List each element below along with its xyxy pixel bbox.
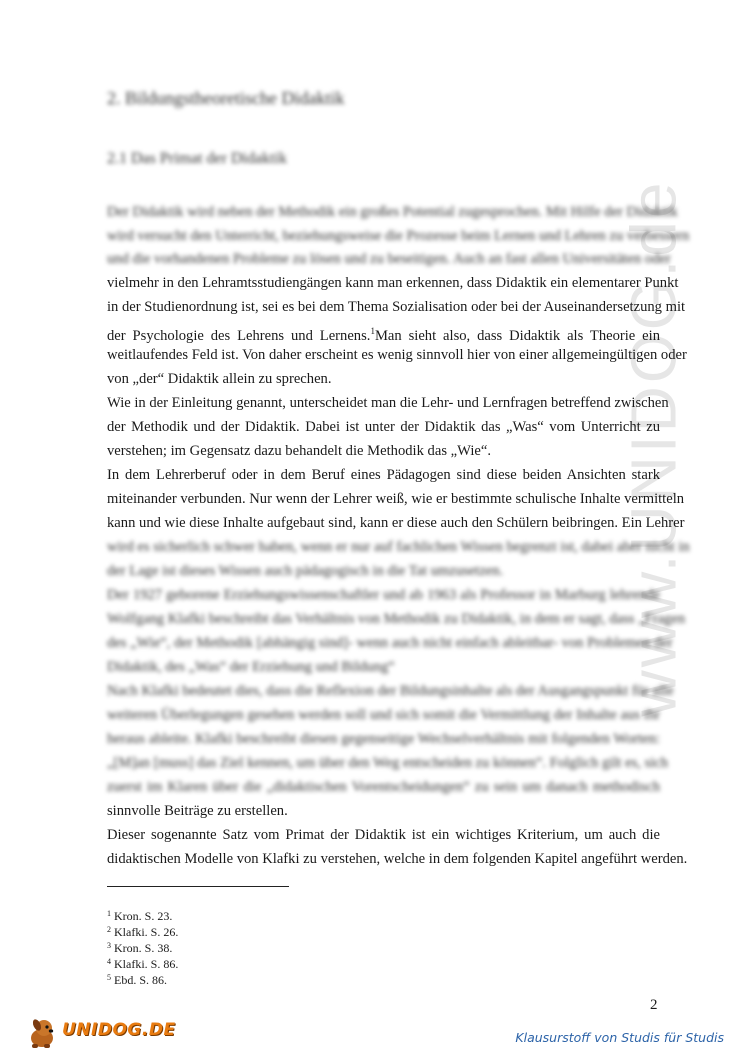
- text-fragment: der Psychologie des Lehrens und Lernens.: [107, 327, 371, 344]
- footnote-number: 4: [107, 957, 111, 966]
- section-heading: 2.1 Das Primat der Didaktik: [107, 150, 287, 167]
- footnote-text: Ebd. S. 86.: [114, 973, 168, 987]
- text-line: Nach Klafki bedeutet dies, dass die Reflexion der Bildungsinhalte als der Ausgangspunkt für alle: [107, 683, 674, 699]
- text-line: weiteren Überlegungen gesehen werden soll und sich somit die Vermittlung der Inhalte aus ihr: [107, 707, 660, 723]
- text-line: In dem Lehrerberuf oder in dem Beruf eines Pädagogen sind diese beiden Ansichten stark: [107, 467, 660, 483]
- footnote-text: Klafki. S. 26.: [114, 925, 179, 939]
- text-line: weitlaufendes Feld ist. Von daher erscheint es wenig sinnvoll hier von einer allgemeingültigen oder: [107, 347, 687, 363]
- text-line: verstehen; im Gegensatz dazu behandelt die Methodik das „Wie“.: [107, 443, 491, 459]
- text-line: des „Wie“, der Methodik [abhängig sind]- wenn auch nicht einfach ableitbar- von Problemen der: [107, 635, 673, 651]
- text-line: zuerst im Klaren über die „didaktischen Vorentscheidungen“ zu sein um danach methodisch: [107, 779, 660, 795]
- text-fragment: Man sieht also, dass Didaktik als Theorie ein: [374, 327, 660, 344]
- text-line: wird es sicherlich schwer haben, wenn er nur auf fachlichen Wissen begrenzt ist, dabei aber nicht in: [107, 539, 690, 555]
- unidog-logo[interactable]: [24, 1016, 174, 1050]
- text-line: miteinander verbunden. Nur wenn der Lehrer weiß, wie er bestimmte schulische Inhalte vermitteln: [107, 491, 685, 507]
- text-line: Wie in der Einleitung genannt, unterscheidet man die Lehr- und Lernfragen betreffend zwischen: [107, 395, 669, 411]
- text-line: didaktischen Modelle von Klafki zu verstehen, welche in dem folgenden Kapitel angeführt werden.: [107, 851, 688, 867]
- footer-tagline: Klausurstoff von Studis für Studis: [515, 1030, 724, 1045]
- text-line: der Lage ist dieses Wissen auch pädagogisch in die Tat umzusetzen.: [107, 563, 504, 579]
- text-line: heraus ableite. Klafki beschreibt diesen gegenseitige Wechselverhältnis mit folgenden Worten:: [107, 731, 660, 747]
- text-line: kann und wie diese Inhalte aufgebaut sind, kann er diese auch den Schülern beibringen. Ein Lehrer: [107, 515, 685, 531]
- text-line: Wolfgang Klafki beschreibt das Verhältnis von Methodik zu Didaktik, in dem er sagt, dass „Fragen: [107, 611, 686, 627]
- text-line: Dieser sogenannte Satz vom Primat der Didaktik ist ein wichtiges Kriterium, um auch die: [107, 827, 660, 843]
- text-line: Der Didaktik wird neben der Methodik ein großes Potential zugesprochen. Mit Hilfe der Didaktik: [107, 204, 678, 220]
- chapter-heading: 2. Bildungstheoretische Didaktik: [107, 88, 345, 108]
- text-line: und die vorhandenen Probleme zu lösen und zu beseitigen. Auch an fast allen Universitäten oder: [107, 251, 671, 267]
- footnote-divider: [107, 886, 289, 887]
- text-line: von „der“ Didaktik allein zu sprechen.: [107, 371, 332, 387]
- logo-text: UNIDOG.DE: [62, 1020, 176, 1040]
- text-line: „[M]an [muss] das Ziel kennen, um über den Weg entscheiden zu können“. Folglich gilt es, sich: [107, 755, 669, 771]
- footnote-number: 3: [107, 941, 111, 950]
- text-line: der Methodik und der Didaktik. Dabei ist unter der Didaktik das „Was“ vom Unterricht zu: [107, 419, 660, 435]
- footnote-marker: 1: [370, 326, 375, 336]
- watermark-text: www.UNIDOG.de: [617, 179, 689, 717]
- text-line: in der Studienordnung ist, sei es bei dem Thema Sozialisation oder bei der Auseinandersetzung mit: [107, 299, 686, 315]
- text-line: wird versucht den Unterricht, beziehungsweise die Prozesse beim Lernen und Lehren zu verbessern: [107, 228, 690, 244]
- footnote-text: Kron. S. 23.: [114, 909, 173, 923]
- page-number: 2: [650, 997, 658, 1013]
- dog-mascot-icon: [24, 1016, 62, 1050]
- footnote-item: [107, 970, 167, 988]
- footnote-number: 1: [107, 909, 111, 918]
- footnote-text: Kron. S. 38.: [114, 941, 173, 955]
- text-line: Der 1927 geborene Erziehungswissenschaftler und ab 1963 als Professor in Marburg lehrende: [107, 587, 660, 603]
- footnote-number: 5: [107, 973, 111, 982]
- text-line: Didaktik, des „Was“ der Erziehung und Bildung“: [107, 659, 395, 675]
- text-line: vielmehr in den Lehramtsstudiengängen kann man erkennen, dass Didaktik ein elementarer Punkt: [107, 275, 679, 291]
- footnote-number: 2: [107, 925, 111, 934]
- footnote-text: Klafki. S. 86.: [114, 957, 179, 971]
- text-line: sinnvolle Beiträge zu erstellen.: [107, 803, 288, 819]
